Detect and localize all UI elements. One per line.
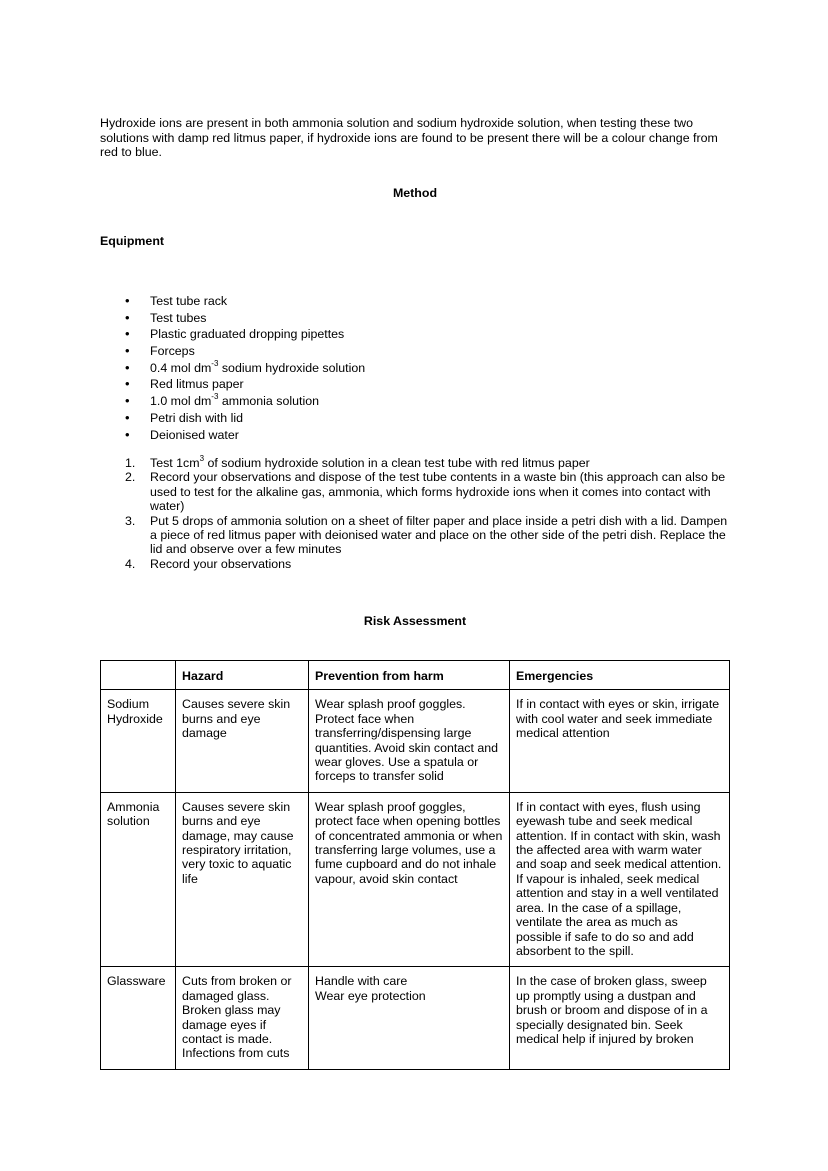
row-label-cell: Glassware bbox=[101, 967, 176, 1069]
equipment-item bbox=[100, 326, 365, 343]
row-label-cell: Sodium Hydroxide bbox=[101, 690, 176, 792]
equipment-item-label: Deionised water bbox=[150, 427, 239, 442]
table-cell: If in contact with eyes, flush using eyewash tube and seek medical attention. If in contact with skin, wash the affected area with warm water and soap and seek medical attention. If vapour is inhaled, seek medical attention and stay in a well ventilated area. In the case of a spillage, ventilate the area as much as possible if safe to do so and add absorbent to the spill. bbox=[510, 792, 730, 966]
table-cell: Handle with care Wear eye protection bbox=[309, 967, 510, 1069]
equipment-list bbox=[100, 293, 365, 443]
method-steps bbox=[100, 453, 730, 571]
equipment-item-label: sodium hydroxide solution bbox=[218, 360, 366, 375]
equipment-item-label: Petri dish with lid bbox=[150, 410, 243, 425]
table-row bbox=[101, 967, 730, 1069]
equipment-item-label: Test tubes bbox=[150, 310, 207, 325]
bullet-icon: • bbox=[125, 426, 130, 442]
equipment-item bbox=[100, 310, 365, 327]
table-cell: Wear splash proof goggles. Protect face when transferring/dispensing large quantities. Avoid skin contact and wear gloves. Use a spatula or forceps to transfer solid bbox=[309, 690, 510, 792]
superscript: 3 bbox=[199, 453, 205, 463]
method-step bbox=[100, 514, 730, 557]
bullet-icon: • bbox=[125, 393, 130, 409]
column-header: Prevention from harm bbox=[309, 661, 510, 690]
bullet-icon: • bbox=[125, 309, 130, 325]
equipment-item-label: Test tube rack bbox=[150, 294, 228, 308]
equipment-item-label: Forceps bbox=[150, 344, 195, 359]
equipment-item bbox=[100, 343, 365, 360]
step-text: Record your observations bbox=[150, 556, 292, 571]
risk-table-header-row bbox=[101, 661, 730, 690]
step-number: 1. bbox=[125, 456, 136, 470]
method-heading: Method bbox=[392, 186, 438, 200]
step-text: of sodium hydroxide solution in a clean test tube with red litmus paper bbox=[204, 456, 590, 470]
equipment-item bbox=[100, 293, 365, 310]
table-cell: Causes severe skin burns and eye damage bbox=[176, 690, 309, 792]
equipment-item bbox=[100, 410, 365, 427]
row-label-cell: Ammonia solution bbox=[101, 792, 176, 966]
equipment-heading: Equipment bbox=[100, 234, 165, 248]
equipment-item-label: Plastic graduated dropping pipettes bbox=[150, 327, 345, 342]
equipment-item bbox=[100, 360, 365, 377]
method-step bbox=[100, 470, 730, 513]
risk-assessment-table bbox=[100, 660, 730, 1070]
column-header bbox=[101, 661, 176, 690]
bullet-icon: • bbox=[125, 359, 130, 375]
risk-assessment-heading: Risk Assessment bbox=[363, 614, 467, 628]
bullet-icon: • bbox=[125, 409, 130, 425]
equipment-item-label: Red litmus paper bbox=[150, 377, 244, 392]
table-cell: Wear splash proof goggles, protect face when opening bottles of concentrated ammonia or when transferring large volumes, use a fume cupboard and do not inhale vapour, avoid skin contact bbox=[309, 792, 510, 966]
bullet-icon: • bbox=[125, 293, 130, 308]
intro-paragraph: Hydroxide ions are present in both ammonia solution and sodium hydroxide solution, when testing these two solutions with damp red litmus paper, if hydroxide ions are found to be present there will be a colour change from red to blue. bbox=[100, 116, 718, 160]
column-header: Emergencies bbox=[510, 661, 730, 690]
table-row bbox=[101, 690, 730, 792]
method-step bbox=[100, 453, 730, 470]
equipment-item bbox=[100, 427, 365, 444]
step-number: 3. bbox=[125, 513, 136, 528]
table-cell: In the case of broken glass, sweep up promptly using a dustpan and brush or broom and dispose of in a specially designated bin. Seek medical help if injured by broken bbox=[510, 967, 730, 1069]
table-cell: If in contact with eyes or skin, irrigate with cool water and seek immediate medical attention bbox=[510, 690, 730, 792]
step-text: Put 5 drops of ammonia solution on a sheet of filter paper and place inside a petri dish with a lid. Dampen a piece of red litmus paper with deionised water and place on the other side of the petri dish. Replace the lid and observe over a few minutes bbox=[150, 513, 728, 557]
method-step bbox=[100, 557, 730, 571]
table-cell: Causes severe skin burns and eye damage, may cause respiratory irritation, very toxic to aquatic life bbox=[176, 792, 309, 966]
superscript: -3 bbox=[211, 392, 219, 401]
equipment-item bbox=[100, 376, 365, 393]
equipment-item-label: 1.0 mol dm bbox=[150, 394, 212, 409]
equipment-item-label: 0.4 mol dm bbox=[150, 360, 212, 375]
table-cell: Cuts from broken or damaged glass. Broken glass may damage eyes if contact is made. Infections from cuts bbox=[176, 967, 309, 1069]
equipment-item-label: ammonia solution bbox=[218, 394, 319, 409]
step-text: Test 1cm bbox=[150, 456, 200, 470]
column-header: Hazard bbox=[176, 661, 309, 690]
bullet-icon: • bbox=[125, 343, 130, 359]
step-number: 2. bbox=[125, 470, 136, 485]
step-number: 4. bbox=[125, 556, 136, 571]
bullet-icon: • bbox=[125, 376, 130, 392]
bullet-icon: • bbox=[125, 326, 130, 342]
superscript: -3 bbox=[211, 358, 219, 368]
table-row bbox=[101, 792, 730, 966]
document-page bbox=[100, 116, 730, 1061]
step-text: Record your observations and dispose of the test tube contents in a waste bin (this approach can also be used to test for the alkaline gas, ammonia, which forms hydroxide ions when it comes into contact with water) bbox=[150, 470, 726, 514]
equipment-item bbox=[100, 393, 365, 410]
